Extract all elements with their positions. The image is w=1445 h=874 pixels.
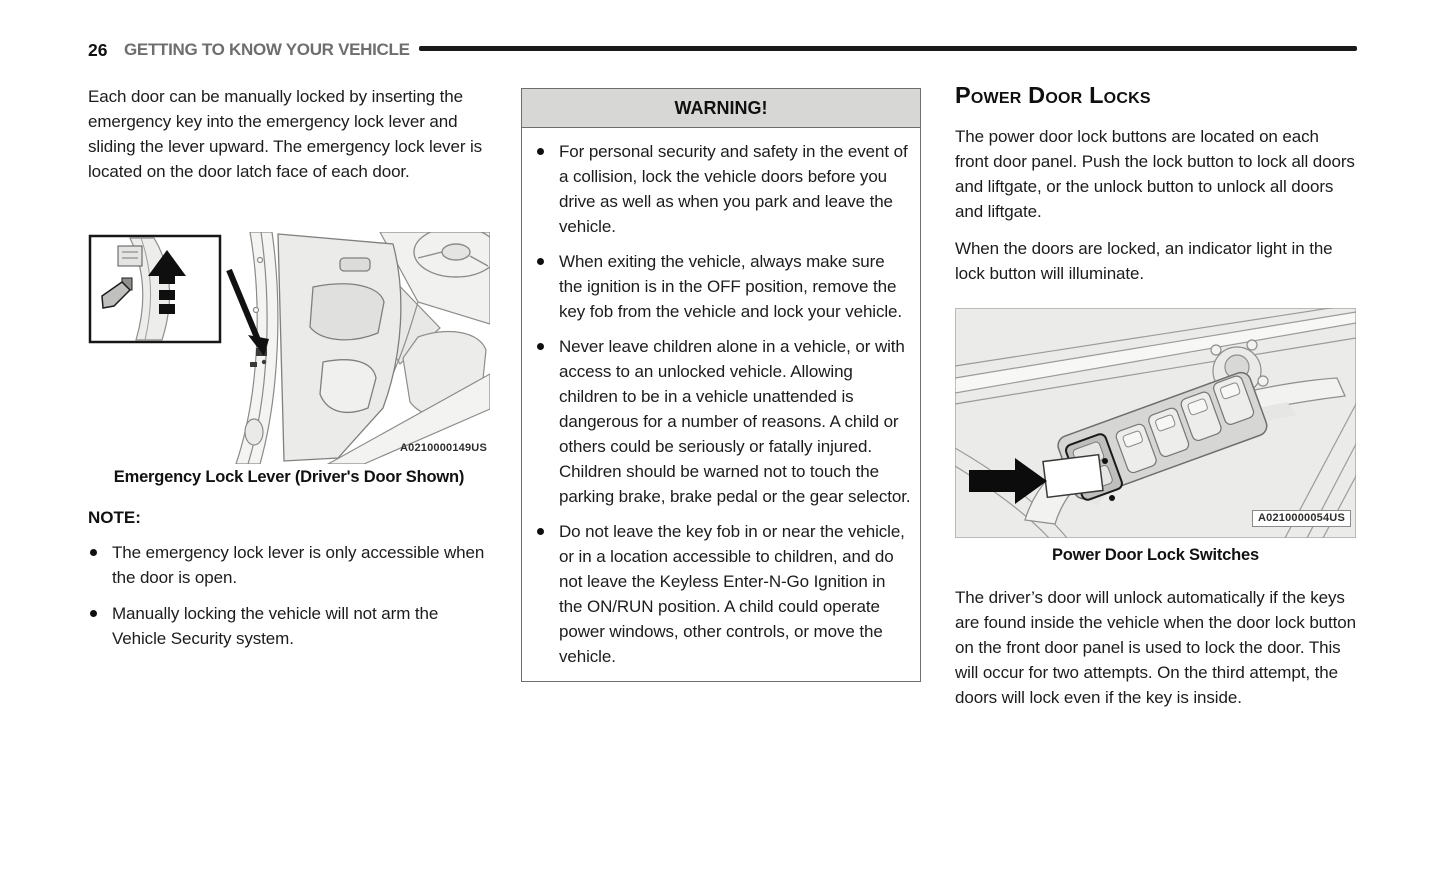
emergency-lock-lever-figure xyxy=(88,232,490,464)
power-door-lock-switches-figure xyxy=(955,308,1356,538)
power-door-locks-paragraph-3: The driver’s door will unlock automatically if the keys are found inside the vehicle when the door lock button on the front door panel is used to lock the door. This will occur for two attempts. On the third attempt, the doors will lock even if the key is inside. xyxy=(955,588,1356,707)
lock-lever-inset xyxy=(90,236,220,342)
warning-box xyxy=(521,88,921,682)
note-label: NOTE: xyxy=(88,508,141,527)
figure-code-label: A0210000149US xyxy=(399,442,487,454)
warning-list xyxy=(535,139,911,669)
emergency-lock-lever-illustration xyxy=(88,232,490,464)
figure-caption: Emergency Lock Lever (Driver's Door Shown) xyxy=(113,468,465,486)
note-list xyxy=(88,540,490,662)
power-door-lock-switches-illustration xyxy=(955,308,1356,538)
figure-code-label: A0210000054US xyxy=(1252,510,1351,527)
figure-caption: Power Door Lock Switches xyxy=(1051,546,1259,564)
warning-item: For personal security and safety in the event of a collision, lock the vehicle doors before you drive as well as when you park and leave the vehicle. xyxy=(535,139,911,239)
emergency-lock-intro-paragraph: Each door can be manually locked by inserting the emergency key into the emergency lock lever and sliding the lever upward. The emergency lock lever is located on the door latch face of each door. xyxy=(88,87,483,181)
warning-item: Do not leave the key fob in or near the vehicle, or in a location accessible to children, and do not leave the Keyless Enter-N-Go Ignition in the ON/RUN position. A child could operate power windows, other controls, or move the vehicle. xyxy=(535,519,911,669)
warning-item: When exiting the vehicle, always make sure the ignition is in the OFF position, remove the key fob from the vehicle and lock your vehicle. xyxy=(535,249,911,324)
note-item: The emergency lock lever is only accessible when the door is open. xyxy=(88,540,490,590)
warning-title: WARNING! xyxy=(522,89,920,128)
power-door-locks-paragraph-2: When the doors are locked, an indicator light in the lock button will illuminate. xyxy=(955,239,1333,283)
note-item: Manually locking the vehicle will not arm the Vehicle Security system. xyxy=(88,601,490,651)
warning-item: Never leave children alone in a vehicle, or with access to an unlocked vehicle. Allowing children to be in a vehicle unattended is dangerous for a number of reasons. A child or others could be seriously or fatally injured. Children should be warned not to touch the parking brake, brake pedal or the gear selector. xyxy=(535,334,911,509)
page-number: 26 xyxy=(88,40,108,60)
section-heading-power-door-locks: Power Door Locks xyxy=(955,82,1151,108)
chapter-title: GETTING TO KNOW YOUR VEHICLE xyxy=(124,40,410,59)
header-rule xyxy=(419,46,1357,51)
power-door-locks-paragraph-1: The power door lock buttons are located on each front door panel. Push the lock button to lock all doors and liftgate, or the unlock button to unlock all doors and liftgate. xyxy=(955,127,1355,221)
